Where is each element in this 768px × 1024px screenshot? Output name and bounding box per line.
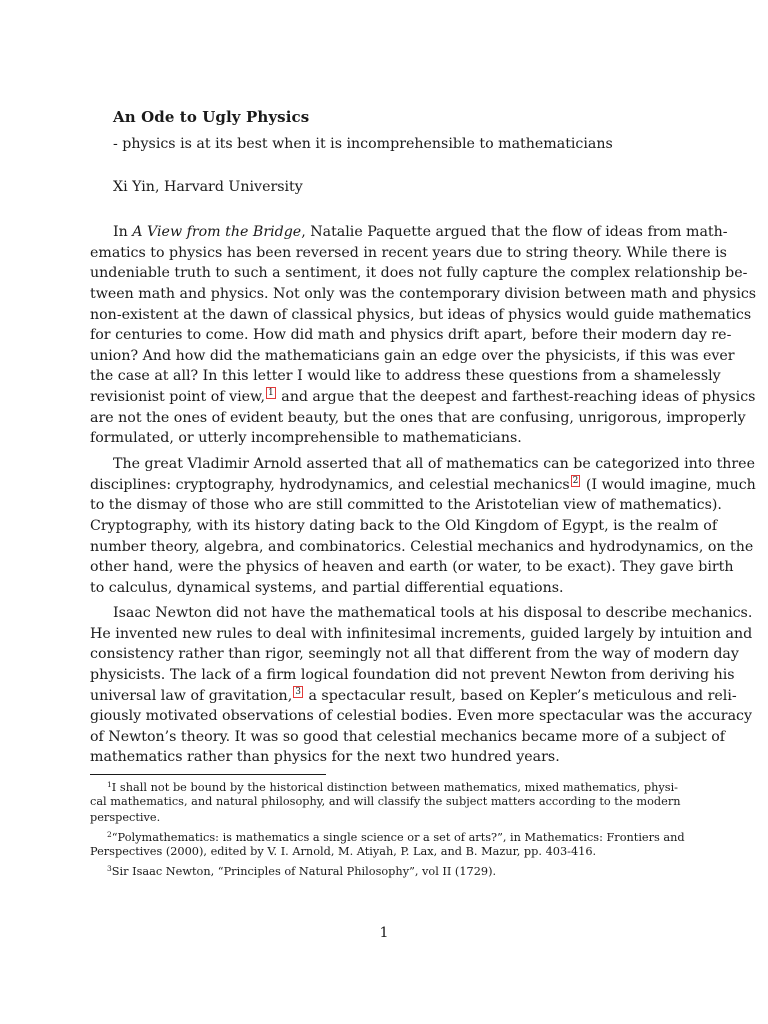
footnote-3	[90, 861, 678, 878]
text-line: union? And how did the mathematicians gain an edge over the physicists, if this was ever	[90, 347, 735, 364]
page-number: 1	[379, 925, 389, 941]
text-line: to the dismay of those who are still committed to the Aristotelian view of mathematics).	[90, 497, 722, 514]
footnote-1	[90, 777, 681, 827]
text-line: to calculus, dynamical systems, and partial differential equations.	[90, 579, 564, 596]
paragraph-1	[90, 222, 757, 449]
text-line: number theory, algebra, and combinatorics. Celestial mechanics and hydrodynamics, on the	[90, 538, 754, 555]
text-line: disciplines: cryptography, hydrodynamics, and celestial mechanics 2 (I would imagine, much	[90, 475, 756, 493]
text-line: are not the ones of evident beauty, but the ones that are confusing, unrigorous, improperly	[90, 409, 746, 426]
paragraph-3	[90, 603, 753, 768]
text-line: universal law of gravitation, 3 a spectacular result, based on Kepler’s meticulous and reli-	[90, 686, 737, 704]
book-title: A View from the Bridge	[132, 224, 302, 240]
footnote-line: perspective.	[90, 811, 161, 825]
footnote-line: $^2$“Polymathematics: is mathematics a single science or a set of arts?”, in Mathematics: Frontiers and	[107, 830, 685, 844]
text-line: ematics to physics has been reversed in recent years due to string theory. While there is	[90, 244, 727, 261]
author-line: Xi Yin, Harvard University	[113, 179, 303, 195]
footnote-line: $^3$Sir Isaac Newton, “Principles of Natural Philosophy”, vol II (1729).	[107, 864, 497, 878]
footnote-ref-3[interactable]: 3	[295, 686, 301, 697]
text-line: physicists. The lack of a firm logical foundation did not prevent Newton from deriving his	[90, 666, 735, 683]
text-line: other hand, were the physics of heaven and earth (or water, to be exact). They gave birth	[90, 559, 734, 576]
text-line: tween math and physics. Not only was the contemporary division between math and physics	[90, 285, 757, 302]
footnote-line: $^1$I shall not be bound by the historical distinction between mathematics, mixed mathematics, physi-	[107, 780, 678, 794]
paper-subtitle: - physics is at its best when it is incomprehensible to mathematicians	[113, 136, 613, 152]
text-line: for centuries to come. How did math and physics drift apart, before their modern day re-	[90, 327, 732, 344]
text-line: The great Vladimir Arnold asserted that all of mathematics can be categorized into three	[113, 456, 755, 472]
footnote-2	[90, 827, 685, 860]
text-line: undeniable truth to such a sentiment, it does not fully capture the complex relationship be-	[90, 265, 748, 282]
footnote-mark: 1	[107, 780, 112, 789]
text-line: He invented new rules to deal with infinitesimal increments, guided largely by intuition and	[90, 625, 753, 642]
text-line: Isaac Newton did not have the mathematical tools at his disposal to describe mechanics.	[113, 605, 753, 621]
footnote-ref-1[interactable]: 1	[268, 388, 274, 399]
footnote-mark: 3	[107, 864, 112, 873]
text-line: the case at all? In this letter I would like to address these questions from a shamelessly	[90, 368, 721, 385]
text-line: non-existent at the dawn of classical physics, but ideas of physics would guide mathematics	[90, 306, 752, 323]
footnote-ref-2[interactable]: 2	[572, 475, 579, 486]
paragraph-2	[90, 454, 756, 598]
text-line: Cryptography, with its history dating back to the Old Kingdom of Egypt, is the realm of	[90, 517, 718, 534]
text-line: revisionist point of view, 1 and argue that the deepest and farthest-reaching ideas of physics	[90, 388, 756, 406]
footnote-mark: 2	[107, 830, 112, 839]
paper-title: An Ode to Ugly Physics	[113, 108, 310, 126]
footnote-line: cal mathematics, and natural philosophy, and will classify the subject matters according to the modern	[90, 794, 681, 808]
footnote-divider	[90, 774, 326, 775]
footnote-line: Perspectives (2000), edited by V. I. Arnold, M. Atiyah, P. Lax, and B. Mazur, pp. 403-416.	[90, 844, 597, 858]
text-line: formulated, or utterly incomprehensible to mathematicians.	[90, 430, 522, 447]
text-line: mathematics rather than physics for the next two hundred years.	[90, 749, 560, 766]
text-line: of Newton’s theory. It was so good that celestial mechanics became more of a subject of	[90, 728, 725, 745]
text-line: giously motivated observations of celestial bodies. Even more spectacular was the accuracy	[90, 708, 753, 725]
text-line: consistency rather than rigor, seemingly not all that different from the way of modern day	[90, 646, 739, 663]
text-line: In A View from the Bridge, Natalie Paquette argued that the flow of ideas from math-	[113, 224, 728, 240]
